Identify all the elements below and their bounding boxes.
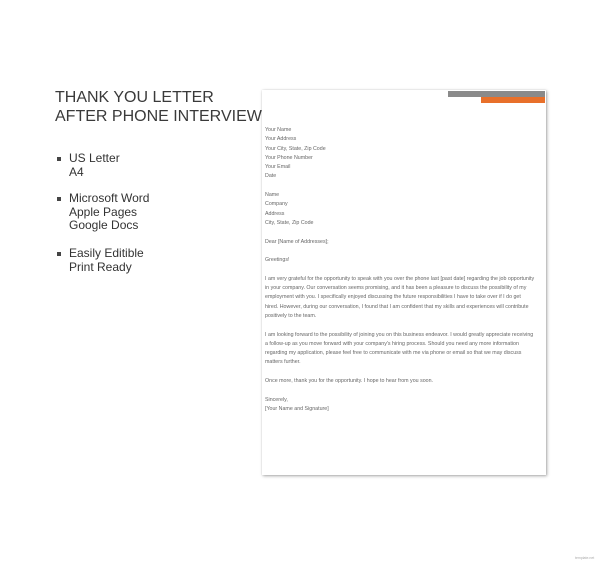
feature-text: Google Docs — [69, 218, 139, 232]
paragraph: I am looking forward to the possibility of joining you on this business endeavor. I would greatly appreciate receiving a follow-up as you move forward with your company's hiring process. Should you need any more information regarding my application, please feel free to communicate with me via phone or email so that we may discuss matters further. — [265, 331, 534, 366]
title-line: AFTER PHONE INTERVIEW — [55, 108, 262, 125]
bullet-icon — [57, 252, 61, 256]
feature-text: Print Ready — [69, 259, 132, 274]
sender-line: Your City, State, Zip Code — [265, 145, 326, 152]
sender-line: Date — [265, 173, 277, 180]
sender-line: Your Name — [265, 127, 292, 133]
letter-preview — [262, 90, 546, 475]
closing: Sincerely, — [265, 396, 288, 403]
title-line: THANK YOU LETTER — [55, 89, 214, 106]
feature-apps — [57, 192, 149, 233]
sender-line: Your Email — [265, 164, 291, 171]
feature-text: Microsoft Word — [69, 191, 150, 205]
watermark: template.net — [575, 556, 595, 560]
recipient-line: Company — [265, 201, 288, 208]
salutation: Dear [Name of Addresses]; — [265, 238, 329, 245]
feature-editing — [57, 247, 144, 274]
feature-text: Apple Pages — [69, 204, 138, 219]
feature-text: US Letter — [69, 151, 120, 165]
recipient-line: Name — [265, 192, 280, 199]
letter-body — [265, 126, 535, 424]
sender-line: Your Address — [265, 136, 297, 143]
recipient-line: Address — [265, 210, 285, 217]
feature-text: A4 — [69, 164, 84, 179]
signature: [Your Name and Signature] — [265, 405, 329, 412]
paragraph: I am very grateful for the opportunity to speak with you over the phone last [past date] regarding the job opportunity in your company. Our conversation seems promising, and it has been a pleasure to discuss the possibility of my employment with you. I specifically enjoyed discussing the future responsibilities I have to take over if I do get hired. However, during our conversation, I found that I am confident that my skills and experiences will contribute positively to the team. — [265, 275, 535, 319]
bullet-icon — [57, 197, 61, 201]
header-orange-bar — [481, 97, 545, 103]
paragraph: Once more, thank you for the opportunity. I hope to hear from you soon. — [265, 378, 434, 385]
sender-block — [265, 126, 535, 182]
sender-line: Your Phone Number — [265, 154, 313, 161]
bullet-icon — [57, 157, 61, 161]
page-title — [55, 88, 262, 126]
recipient-line: City, State, Zip Code — [265, 219, 314, 226]
feature-formats — [57, 152, 120, 179]
recipient-block — [265, 191, 535, 228]
closing-block — [265, 396, 535, 415]
greeting: Greetings! — [265, 257, 290, 264]
feature-text: Easily Editible — [69, 246, 144, 260]
